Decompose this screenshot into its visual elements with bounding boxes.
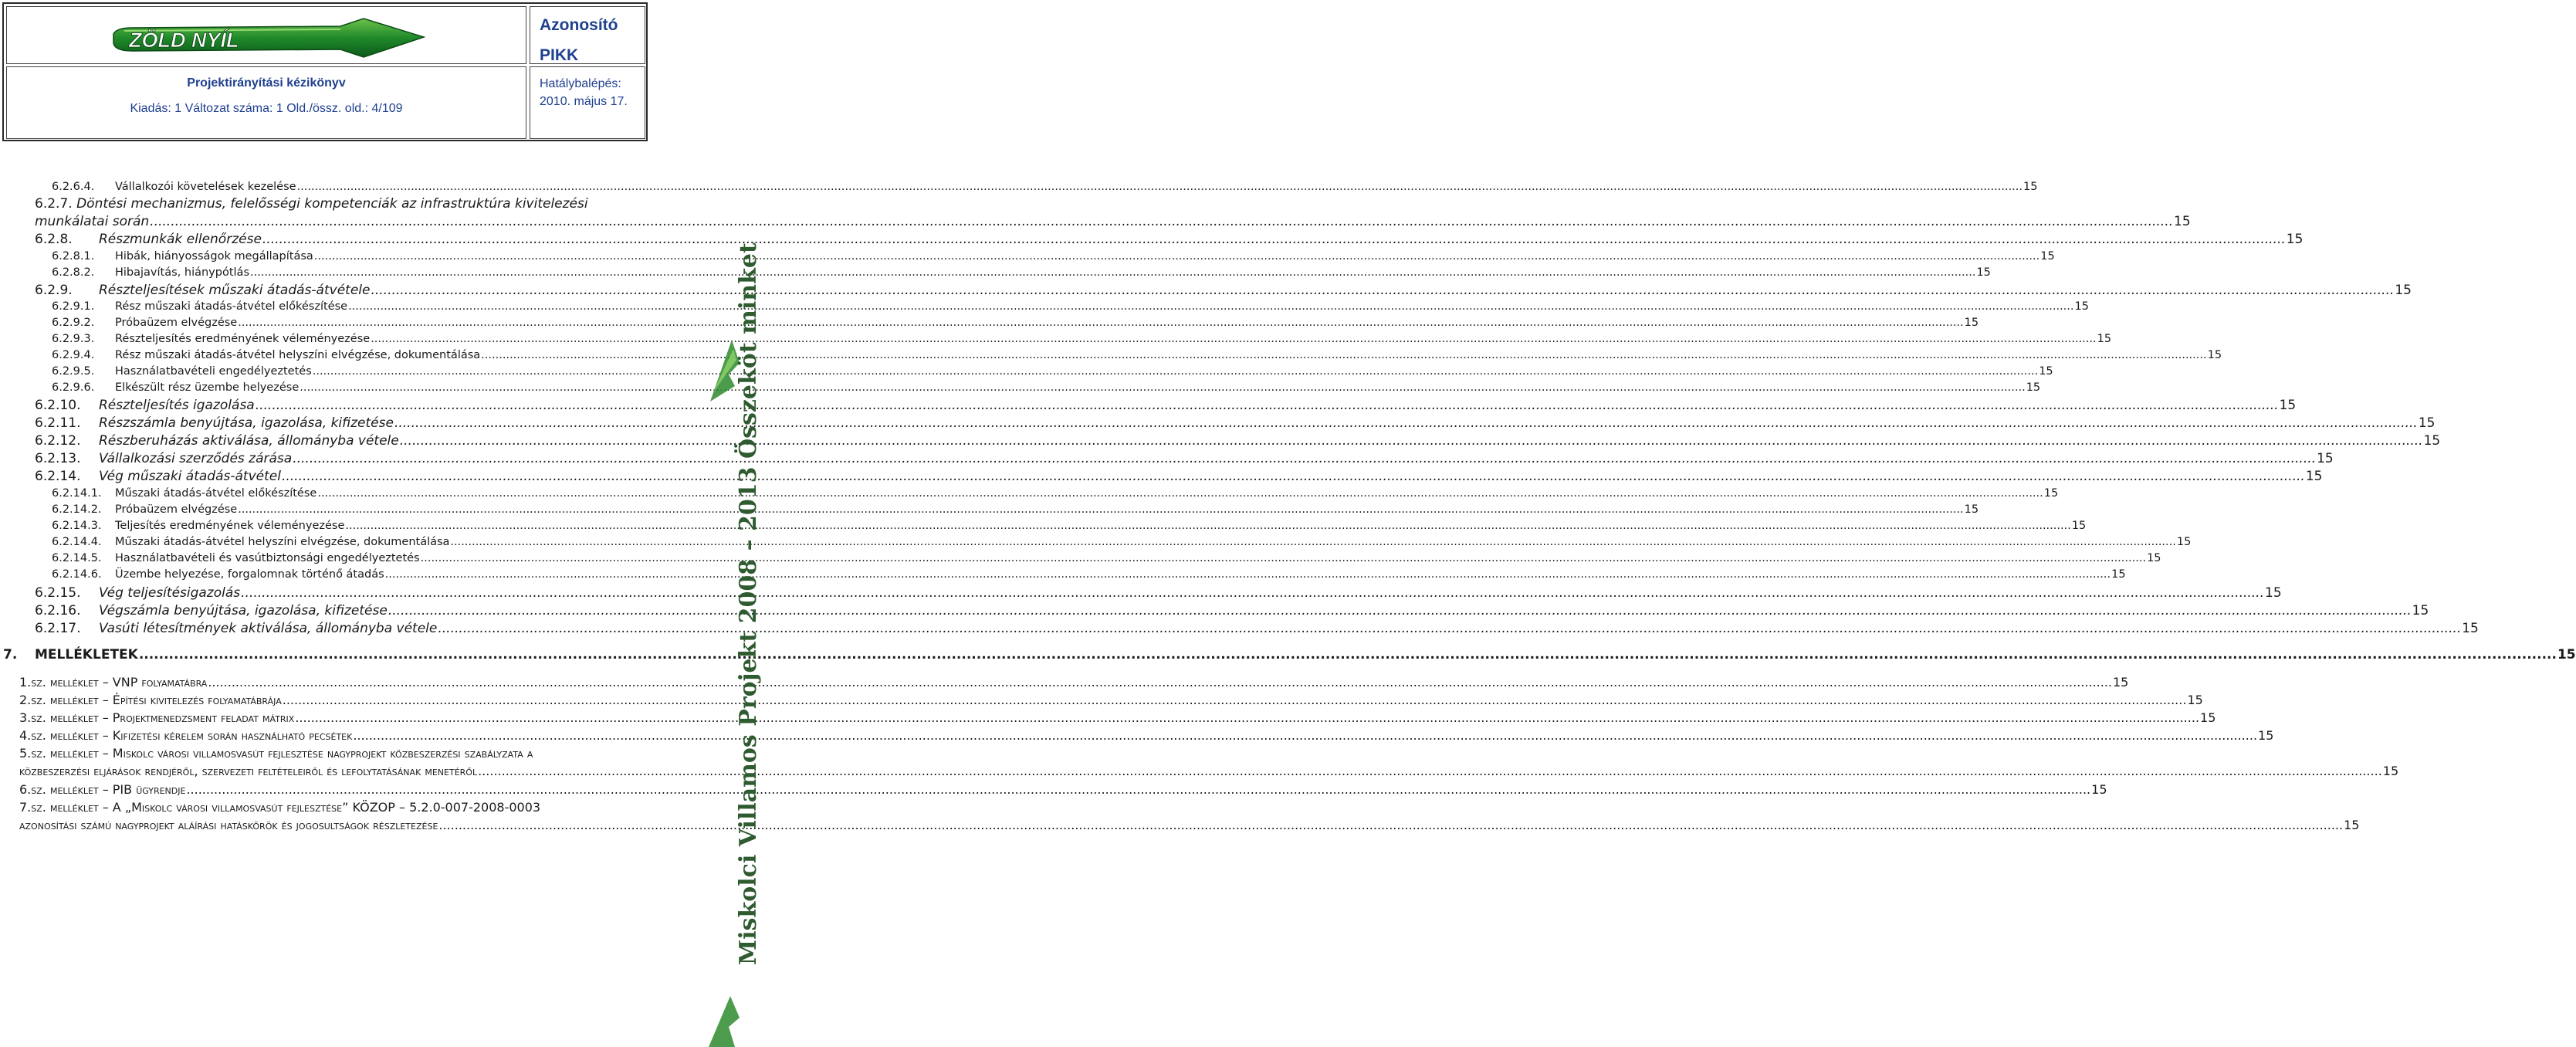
toc-number: 7. xyxy=(3,647,18,662)
toc-page: 15 xyxy=(2187,693,2203,707)
toc-leader xyxy=(388,603,2412,618)
toc-leader xyxy=(478,764,2382,778)
toc-page: 15 xyxy=(1964,317,1979,329)
toc-entry[interactable] xyxy=(52,520,2087,532)
toc-page: 15 xyxy=(2207,349,2222,361)
toc-number: 6.2.14.5. xyxy=(52,552,102,564)
toc-leader xyxy=(238,317,1963,329)
toc-number: 6.2.14.1. xyxy=(52,487,102,500)
toc-leader xyxy=(186,782,2090,797)
toc-leader xyxy=(262,232,2286,247)
toc-title: Részteljesítés eredményének véleményezése xyxy=(115,333,371,345)
toc-number: 6.2.9. xyxy=(35,283,73,298)
effective-date-cell xyxy=(530,66,645,139)
toc-entry[interactable] xyxy=(35,451,2334,466)
toc-leader xyxy=(256,398,2279,413)
green-arrow-bottom-icon xyxy=(709,996,740,1047)
toc-number: 6.2.14. xyxy=(35,469,81,484)
toc-leader xyxy=(345,520,2070,532)
toc-leader xyxy=(385,568,2111,581)
toc-entry[interactable] xyxy=(52,349,2222,361)
toc-title: 6.sz. melléklet – PIB ügyrendje xyxy=(19,782,186,797)
toc-title: Részszámla benyújtása, igazolása, kifizetése xyxy=(99,415,394,431)
toc-number: 6.2.9.1. xyxy=(52,300,95,313)
toc-title: Vállalkozási szerződés zárása xyxy=(99,451,293,466)
toc-entry[interactable] xyxy=(52,381,2041,394)
identifier-cell xyxy=(530,6,645,64)
toc-page: 15 xyxy=(2176,536,2192,548)
toc-entry[interactable] xyxy=(52,568,2126,581)
toc-entry[interactable] xyxy=(52,503,1979,516)
toc-leader xyxy=(371,333,2096,345)
logo-cell xyxy=(6,6,526,64)
toc-entry-first-line[interactable] xyxy=(35,196,588,212)
toc-title: Vég műszaki átadás-átvétel xyxy=(99,469,281,484)
toc-entry-annex[interactable] xyxy=(19,728,2274,743)
toc-page: 15 xyxy=(2423,433,2441,449)
toc-entry-annex[interactable] xyxy=(19,782,2107,797)
toc-title: Próbaüzem elvégzése xyxy=(115,317,238,329)
toc-number: 6.2.8. xyxy=(35,232,73,247)
toc-number: 6.2.14.2. xyxy=(52,503,102,516)
toc-title-continued: közbeszerzési eljárások rendjéről, szervezeti feltételeiről és lefolytatásának menetéről xyxy=(19,764,478,778)
toc-number: 6.2.9.4. xyxy=(52,349,95,361)
toc-entry[interactable] xyxy=(35,585,2282,601)
toc-page: 15 xyxy=(2382,764,2399,778)
toc-title: Teljesítés eredményének véleményezése xyxy=(115,520,345,532)
toc-number: 6.2.14.4. xyxy=(52,536,102,548)
toc-title: Részmunkák ellenőrzése xyxy=(99,232,262,247)
toc-page: 15 xyxy=(1976,266,1991,279)
toc-number: 6.2.12. xyxy=(35,433,81,449)
toc-title: Részberuházás aktiválása, állományba vétele xyxy=(99,433,399,449)
toc-number: 6.2.7. xyxy=(35,196,73,212)
toc-title: Vasúti létesítmények aktiválása, állományba vétele xyxy=(99,621,438,636)
toc-page: 15 xyxy=(2462,621,2479,636)
toc-entry-annex[interactable] xyxy=(19,693,2203,707)
document-title: Projektirányítási kézikönyv xyxy=(187,76,346,90)
toc-page: 15 xyxy=(2111,568,2126,581)
logo-text: ZÖLD NYÍL xyxy=(129,29,239,52)
toc-leader xyxy=(238,503,1963,516)
toc-entry[interactable] xyxy=(52,317,1979,329)
toc-page: 15 xyxy=(2074,300,2089,313)
toc-page: 15 xyxy=(2305,469,2323,484)
toc-leader xyxy=(348,300,2073,313)
toc-page: 15 xyxy=(2097,333,2112,345)
toc-title: Vállalkozói követelések kezelése xyxy=(115,181,296,193)
toc-number: 6.2.9.5. xyxy=(52,365,95,378)
toc-entry[interactable] xyxy=(52,266,1991,279)
toc-number: 6.2.17. xyxy=(35,621,81,636)
toc-entry[interactable] xyxy=(35,283,2412,298)
toc-page: 15 xyxy=(2258,728,2274,743)
toc-entry-annex[interactable] xyxy=(19,764,2399,778)
toc-entry-annex-first-line[interactable]: 5.sz. melléklet – Miskolc városi villamosvasút fejlesztése nagyprojekt közbeszerzési szabályzata a xyxy=(19,746,533,761)
toc-title: 4.sz. melléklet – Kifizetési kérelem során használható pecsétek xyxy=(19,728,353,743)
toc-number: 6.2.8.1. xyxy=(52,250,95,263)
toc-entry[interactable] xyxy=(52,552,2161,564)
toc-leader xyxy=(208,675,2112,690)
toc-title: Műszaki átadás-átvétel előkészítése xyxy=(115,487,317,500)
toc-leader xyxy=(313,365,2038,378)
title-cell xyxy=(6,66,526,139)
toc-title: Végszámla benyújtása, igazolása, kifizetése xyxy=(99,603,388,618)
toc-page: 15 xyxy=(2265,585,2282,601)
toc-leader xyxy=(150,214,2173,229)
toc-leader xyxy=(353,728,2257,743)
identifier-label: Azonosító xyxy=(540,16,618,34)
toc-page: 15 xyxy=(2279,398,2297,413)
toc-number: 6.2.14.3. xyxy=(52,520,102,532)
toc-entry[interactable] xyxy=(35,214,2191,229)
toc-entry[interactable] xyxy=(52,365,2053,378)
toc-entry[interactable] xyxy=(35,232,2304,247)
toc-entry[interactable] xyxy=(35,415,2436,431)
toc-page: 15 xyxy=(2395,283,2412,298)
identifier-value: PIKK xyxy=(540,46,579,64)
toc-page: 15 xyxy=(2040,250,2055,263)
zold-nyil-logo xyxy=(109,17,427,60)
toc-title: Hibák, hiányosságok megállapítása xyxy=(115,250,313,263)
toc-title: Vég teljesítésigazolás xyxy=(99,585,241,601)
toc-entry[interactable] xyxy=(35,469,2323,484)
toc-page: 15 xyxy=(2412,603,2429,618)
toc-title-continued: munkálatai során xyxy=(35,214,150,229)
toc-title: Üzembe helyezése, forgalomnak történő átadás xyxy=(115,568,384,581)
toc-page: 15 xyxy=(2174,214,2191,229)
toc-title: Használatbavételi engedélyeztetés xyxy=(115,365,312,378)
toc-number: 6.2.14.6. xyxy=(52,568,102,581)
toc-leader xyxy=(371,283,2394,298)
effective-date-value: 2010. május 17. xyxy=(540,95,628,108)
toc-title: Műszaki átadás-átvétel helyszíni elvégzése, dokumentálása xyxy=(115,536,450,548)
toc-entry[interactable] xyxy=(52,333,2112,345)
toc-number: 6.2.9.2. xyxy=(52,317,95,329)
toc-page: 15 xyxy=(2286,232,2304,247)
toc-number: 6.2.11. xyxy=(35,415,81,431)
toc-leader xyxy=(314,250,2039,263)
toc-entry[interactable] xyxy=(35,398,2297,413)
toc-leader xyxy=(139,647,2557,662)
toc-number: 6.2.9.3. xyxy=(52,333,95,345)
toc-entry[interactable] xyxy=(52,181,2038,193)
toc-title: Használatbavételi és vasútbiztonsági engedélyeztetés xyxy=(115,552,420,564)
toc-title: 2.sz. melléklet – Építési kivitelezés folyamatábrája xyxy=(19,693,282,707)
toc-page: 15 xyxy=(2200,710,2216,725)
toc-leader xyxy=(300,381,2025,394)
toc-leader xyxy=(317,487,2043,500)
toc-leader xyxy=(421,552,2146,564)
toc-title: Részteljesítés igazolása xyxy=(99,398,255,413)
toc-title: Próbaüzem elvégzése xyxy=(115,503,238,516)
document-header xyxy=(2,2,648,141)
toc-entry-annex[interactable] xyxy=(19,710,2216,725)
toc-entry[interactable] xyxy=(52,487,2059,500)
toc-number: 6.2.6.4. xyxy=(52,181,95,193)
toc-leader xyxy=(295,710,2199,725)
toc-number: 6.2.10. xyxy=(35,398,81,413)
toc-title: MELLÉKLETEK xyxy=(35,647,138,662)
toc-page: 15 xyxy=(1964,503,1979,516)
toc-entry-annex-first-line[interactable]: 7.sz. melléklet – A „Miskolc városi villamosvasút fejlesztése” KÖZOP – 5.2.0-007-2008-0003 xyxy=(19,800,541,815)
toc-page: 15 xyxy=(2344,818,2360,832)
toc-entry[interactable] xyxy=(35,603,2429,618)
toc-entry[interactable] xyxy=(52,250,2055,263)
toc-page: 15 xyxy=(2147,552,2161,564)
toc-page: 15 xyxy=(2418,415,2436,431)
toc-number: 6.2.15. xyxy=(35,585,81,601)
toc-title: 1.sz. melléklet – VNP folyamatábra xyxy=(19,675,208,690)
effective-date-label: Hatálybalépés: xyxy=(540,77,621,90)
toc-title-continued: azonosítási számú nagyprojekt aláírási hatáskörök és jogosultságok részletezése xyxy=(19,818,438,832)
toc-page: 15 xyxy=(2026,381,2041,394)
toc-number: 6.2.9.6. xyxy=(52,381,95,394)
toc-page: 15 xyxy=(2091,782,2107,797)
toc-leader xyxy=(293,451,2316,466)
toc-number: 6.2.8.2. xyxy=(52,266,95,279)
toc-title: Hibajavítás, hiánypótlás xyxy=(115,266,249,279)
toc-leader xyxy=(241,585,2264,601)
toc-leader xyxy=(250,266,1975,279)
toc-leader xyxy=(282,469,2305,484)
toc-entry-annex[interactable] xyxy=(19,818,2360,832)
toc-leader xyxy=(297,181,2023,193)
side-banner-text: Miskolci Villamos Projekt 2008 – 2013 Összeköt minket xyxy=(735,242,762,965)
toc-entry-annex[interactable] xyxy=(19,675,2129,690)
toc-title: Rész műszaki átadás-átvétel előkészítése xyxy=(115,300,348,313)
toc-page: 15 xyxy=(2023,181,2038,193)
document-meta: Kiadás: 1 Változat száma: 1 Old./össz. old.: 4/109 xyxy=(130,102,403,115)
toc-number: 6.2.16. xyxy=(35,603,81,618)
toc-title: Részteljesítések műszaki átadás-átvétele xyxy=(99,283,371,298)
side-banner-graphic xyxy=(695,332,741,1047)
toc-title: Elkészült rész üzembe helyezése xyxy=(115,381,300,394)
toc-entry[interactable] xyxy=(35,433,2441,449)
toc-page: 15 xyxy=(2557,647,2576,662)
toc-title: 3.sz. melléklet – Projektmenedzsment feladat mátrix xyxy=(19,710,295,725)
toc-title: Rész műszaki átadás-átvétel helyszíni elvégzése, dokumentálása xyxy=(115,349,481,361)
toc-page: 15 xyxy=(2071,520,2087,532)
toc-entry[interactable] xyxy=(52,300,2089,313)
toc-number: 6.2.13. xyxy=(35,451,81,466)
toc-page: 15 xyxy=(2039,365,2053,378)
toc-page: 15 xyxy=(2317,451,2334,466)
toc-entry[interactable] xyxy=(52,536,2192,548)
toc-page: 15 xyxy=(2043,487,2059,500)
toc-entry-chapter[interactable] xyxy=(3,647,2576,662)
toc-entry[interactable] xyxy=(35,621,2479,636)
toc-page: 15 xyxy=(2113,675,2129,690)
toc-leader xyxy=(283,693,2187,707)
toc-title: Döntési mechanizmus, felelősségi kompetenciák az infrastruktúra kivitelezési xyxy=(76,196,588,212)
